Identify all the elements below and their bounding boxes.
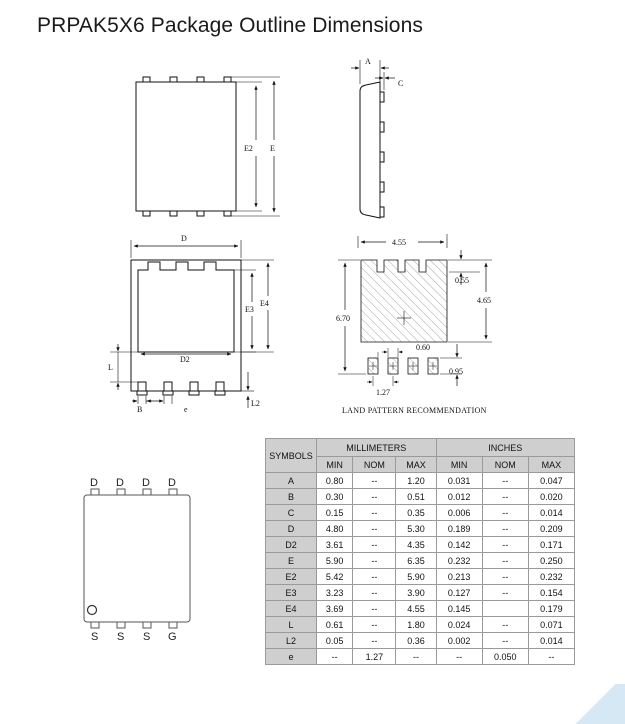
value-cell: 5.90 [396,569,436,585]
value-cell: -- [317,649,353,665]
value-cell: -- [353,537,396,553]
symbol-cell: e [266,649,317,665]
value-cell: 1.80 [396,617,436,633]
bottom-view [110,240,274,408]
table-row [266,617,575,633]
value-cell: -- [353,505,396,521]
subheader-mm-max: MAX [396,457,436,473]
label-l2: L2 [251,399,260,408]
label-d2: D2 [180,355,190,364]
value-cell [482,601,528,617]
value-cell: -- [353,585,396,601]
value-cell: 0.35 [396,505,436,521]
symbol-cell: E3 [266,585,317,601]
value-cell: 0.05 [317,633,353,649]
value-cell: 0.142 [436,537,482,553]
value-cell: -- [482,553,528,569]
label-a: A [365,57,371,66]
value-cell: 3.61 [317,537,353,553]
symbol-cell: D [266,521,317,537]
millimeters-header: MILLIMETERS [317,439,437,457]
value-cell: 0.209 [528,521,574,537]
value-cell: 1.27 [353,649,396,665]
pinout-diagram [84,489,190,628]
value-cell: 0.179 [528,601,574,617]
value-cell: 4.35 [396,537,436,553]
table-row [266,569,575,585]
label-l: L [108,363,113,372]
inches-header: INCHES [436,439,574,457]
subheader-in-nom: NOM [482,457,528,473]
value-cell: 0.127 [436,585,482,601]
value-cell: 0.250 [528,553,574,569]
value-cell: 3.69 [317,601,353,617]
value-cell: -- [353,553,396,569]
table-row [266,505,575,521]
value-cell: -- [353,473,396,489]
value-cell: 6.35 [396,553,436,569]
value-cell: 0.050 [482,649,528,665]
value-cell: 4.55 [396,601,436,617]
subheader-mm-min: MIN [317,457,353,473]
label-c: C [398,79,404,88]
pin-label-top-3: D [142,477,150,489]
value-cell: 0.154 [528,585,574,601]
label-4-55: 4.55 [392,238,406,247]
pin-label-bottom-3: S [143,631,151,643]
label-e3: E3 [245,305,254,314]
symbol-cell: E [266,553,317,569]
symbol-cell: C [266,505,317,521]
value-cell: 0.232 [528,569,574,585]
subheader-mm-nom: NOM [353,457,396,473]
table-row [266,473,575,489]
value-cell: 0.213 [436,569,482,585]
value-cell: -- [482,569,528,585]
value-cell: 0.80 [317,473,353,489]
value-cell: -- [353,633,396,649]
value-cell: 0.232 [436,553,482,569]
label-d: D [181,234,187,243]
table-row [266,521,575,537]
land-pattern-caption: LAND PATTERN RECOMMENDATION [342,406,487,415]
symbol-cell: A [266,473,317,489]
value-cell: 1.20 [396,473,436,489]
pin-label-bottom-4: G [168,631,177,643]
value-cell: 0.014 [528,505,574,521]
value-cell: 5.42 [317,569,353,585]
value-cell: 0.171 [528,537,574,553]
value-cell: 0.189 [436,521,482,537]
value-cell: -- [353,569,396,585]
value-cell: -- [528,649,574,665]
pin-label-bottom-1: S [91,631,99,643]
label-e: E [270,144,275,153]
value-cell: 0.15 [317,505,353,521]
dimensions-table-body [266,473,575,665]
label-0-95: 0.95 [449,367,463,376]
value-cell: -- [396,649,436,665]
value-cell: 0.031 [436,473,482,489]
value-cell: -- [353,521,396,537]
label-e4: E4 [260,299,269,308]
value-cell: 0.51 [396,489,436,505]
label-0-55: 0.55 [455,276,469,285]
table-row [266,649,575,665]
table-row [266,537,575,553]
label-e2: E2 [244,144,253,153]
value-cell: -- [353,489,396,505]
land-pattern [338,234,492,386]
value-cell: 0.002 [436,633,482,649]
value-cell: -- [482,617,528,633]
value-cell: 5.30 [396,521,436,537]
value-cell: 0.006 [436,505,482,521]
pin-label-top-1: D [90,477,98,489]
dimensions-table [265,438,575,665]
table-row [266,585,575,601]
value-cell: -- [482,585,528,601]
symbols-header: SYMBOLS [266,439,317,473]
page-title: PRPAK5X6 Package Outline Dimensions [37,14,423,37]
value-cell: -- [482,505,528,521]
value-cell: -- [353,617,396,633]
subheader-in-max: MAX [528,457,574,473]
symbol-cell: E2 [266,569,317,585]
table-row [266,633,575,649]
value-cell: -- [482,473,528,489]
subheader-in-min: MIN [436,457,482,473]
label-4-65: 4.65 [477,296,491,305]
value-cell: 0.020 [528,489,574,505]
symbol-cell: E4 [266,601,317,617]
value-cell: 0.61 [317,617,353,633]
symbol-cell: D2 [266,537,317,553]
side-view [351,60,395,218]
symbol-cell: B [266,489,317,505]
value-cell: -- [482,489,528,505]
value-cell: 0.145 [436,601,482,617]
label-e-pitch: e [184,405,188,414]
table-row [266,553,575,569]
value-cell: 3.90 [396,585,436,601]
top-view [136,77,280,216]
value-cell: 4.80 [317,521,353,537]
value-cell: -- [482,633,528,649]
value-cell: -- [482,521,528,537]
symbol-cell: L [266,617,317,633]
value-cell: -- [436,649,482,665]
value-cell: -- [353,601,396,617]
value-cell: 0.30 [317,489,353,505]
value-cell: 5.90 [317,553,353,569]
label-0-60: 0.60 [416,343,430,352]
symbol-cell: L2 [266,633,317,649]
value-cell: 0.024 [436,617,482,633]
pin-label-bottom-2: S [117,631,125,643]
pin-label-top-4: D [168,477,176,489]
label-6-70: 6.70 [336,314,350,323]
value-cell: 0.071 [528,617,574,633]
table-row [266,489,575,505]
value-cell: 0.012 [436,489,482,505]
corner-watermark [575,684,625,724]
label-1-27: 1.27 [376,388,390,397]
value-cell: 0.36 [396,633,436,649]
value-cell: 3.23 [317,585,353,601]
value-cell: 0.014 [528,633,574,649]
table-row [266,601,575,617]
pin-label-top-2: D [116,477,124,489]
label-b: B [137,405,143,414]
value-cell: -- [482,537,528,553]
value-cell: 0.047 [528,473,574,489]
